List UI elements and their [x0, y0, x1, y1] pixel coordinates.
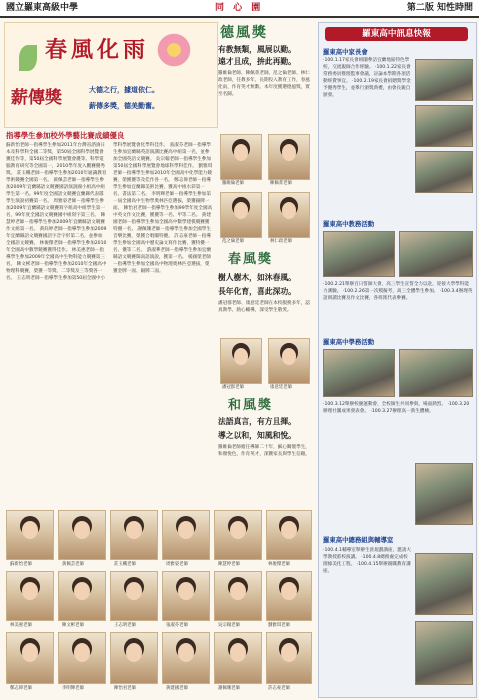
paper-title: 同 心 園	[215, 3, 264, 13]
teacher-caption: 陳慧婷老師	[218, 562, 240, 567]
news-photo	[399, 231, 473, 277]
spring-body: 潘冠群老師、康意廷老師在本校服務多年，認真教學，熱心輔導，深受學生敬愛。	[218, 301, 310, 313]
harmony-body: 羅維倫老師擔任導師二十年，細心關懷學生，和顏悅色，作育英才，深獲家長與學生信賴。	[218, 445, 310, 457]
teacher-caption: 黃建國老師	[166, 686, 188, 691]
teacher-caption: 莊玉楓老師	[114, 562, 136, 567]
award-slogan-2: 薪傳多獎，德美勤奮。	[89, 102, 159, 110]
teacher-caption: 謝佩珊老師	[218, 686, 240, 691]
teacher-photo	[266, 571, 312, 621]
teacher-photo	[220, 192, 262, 238]
teacher-caption: 康意廷老師	[270, 385, 292, 390]
teacher-caption: 林仁政老師	[270, 239, 292, 244]
teacher-photo	[110, 571, 158, 621]
teacher-photo	[220, 134, 262, 180]
teacher-caption: 吳宗翰老師	[218, 623, 240, 628]
flower-icon	[155, 31, 193, 69]
spring-slogan-1: 樹人樹木，如沐春風。	[218, 273, 296, 282]
teacher-photo	[110, 632, 158, 684]
news-section-parents: 羅東高中家長會	[323, 48, 368, 56]
news-photo	[415, 463, 473, 525]
award-title: 春風化雨	[45, 38, 150, 63]
teacher-photo	[266, 632, 312, 684]
teacher-caption: 張淑芬老師	[166, 623, 188, 628]
teacher-photo	[162, 510, 210, 560]
teacher-photo	[6, 510, 54, 560]
news-photo	[399, 349, 473, 397]
virtue-body: 羅維倫老師、陳佩菁老師、范之倫老師、林仁政老師，任教多年，長期投入教育工作，春風化雨，作育英才無數。本年度獲選德風獎，實至名歸。	[218, 71, 310, 97]
teacher-photo	[268, 338, 310, 384]
news-photo	[415, 553, 473, 615]
spring-title: 春風獎	[228, 252, 274, 267]
news-photo	[415, 59, 473, 101]
award-subtitle: 薪傳獎	[11, 88, 62, 108]
teacher-photo	[214, 632, 262, 684]
news-photo	[415, 621, 473, 685]
teacher-photo	[58, 571, 106, 621]
teacher-photo	[6, 571, 54, 621]
teacher-caption: 周雅姿老師	[166, 562, 188, 567]
teacher-caption: 羅維倫老師	[222, 181, 244, 186]
teacher-caption: 潘冠群老師	[222, 385, 244, 390]
harmony-slogan-1: 法語真言，有方且揮。	[218, 417, 296, 426]
award-body: 蘇新怡老師－指導學生參加2011年台灣省諮詢日本及科學科全國二等獎，第50屆全國科學展覽會獲佳作等，第50屆全國科學展覽會優等。科學電腦教育研究等全國第一，2010學年度入觀賽優秀獎。 莊玉楓老師－指導學生參加2010年通識教育學術競賽全國第一名。 黃佩芸老師－指導學生參加2009年宜蘭縣語文競賽國語演說國小組高中組學生第一名。99年度全國語文競賽宜蘭縣代表隊學生演說初賽第一名。 周雅姿老師－指導學生參加2009年宜蘭縣語文競賽寫字組高中組學生第一名，99年度全國語文競賽國中組寫字第三名。 陳慧婷老師－指導學生參加2009年宜蘭縣語文競賽作文組第一名。 黃鈺婷老師－指導學生參加2009年宜蘭縣語文競賽國語字音字形第二名，並參加全國語文競賽。 林俊傑老師－指導學生參加2010年全國高中數學競賽獲得佳作。 林美惠老師－指導學生參加2009年全國高中生物科能力競賽第三名。 陳文彬老師－指導學生參加2010年全國高中物理科競賽，榮獲一等獎、二等獎及三等獎各一名。 王志明老師－指導學生參加第50屆全國中小學科學展覽會化學科佳作。 張淑芬老師－指導學生參加宜蘭縣英語演講比賽高中組第一名，並參加全國英語文競賽。 吳宗翰老師－指導學生參加第50屆全國科學展覽會地球科學科佳作。 劉雅琪老師－指導學生參加2010年全國高中化學能力競賽，榮獲優等及佳作各一名。 鄭志偉老師－指導學生參加宜蘭縣美術比賽，獲高中組水彩第一名、書法第二名。 李明輝老師－指導學生參加第一屆全國高中生物學奧林匹亞選拔，榮獲銀牌一面。 陳怡君老師－指導學生參加99學年度全國高中英文作文比賽，獲優等一名、甲等二名。 黃建國老師－指導學生參加全國高中數學建模競賽獲特優一名。 謝佩珊老師－指導學生參加全國學生音樂比賽，榮獲合唱團特優。 許志豪老師－指導學生參加全國高中歷史論文寫作比賽，獲特優一名、優等二名。 游淑華老師－指導學生參加宜蘭縣語文競賽閩南語演說，獲第一名。 楊國榮老師－指導學生參加全國高中物理奧林匹亞選拔，榮獲金牌一面、銀牌二面。	[6, 143, 213, 281]
news-photo	[323, 349, 395, 397]
news-items-general: ‧100.4.1輔導室舉辦生涯規劃講座，邀請大學教授蒞校演講。 ‧100.4.8總務處完成校園綠美化工程。 ‧100.4.15舉辦親職教育講座。	[323, 548, 411, 574]
news-column	[318, 22, 477, 698]
news-items-parents: ‧100.1.17家長會組團參訪宜蘭地區特色學校，交流親師合作經驗。 ‧100.1.22家長會常務委員暨理監事會議，討論本學期各項活動經費事宜。 ‧100.2.19家長會捐贈獎學金予優秀學生，並舉行頒獎典禮，由會長親自頒發。	[323, 58, 411, 98]
spring-slogan-2: 長年化育，喜此深功。	[218, 287, 296, 296]
teacher-photo	[6, 632, 54, 684]
harmony-title: 和風獎	[228, 398, 274, 413]
teacher-caption: 許志豪老師	[268, 686, 290, 691]
teacher-photo	[214, 571, 262, 621]
teacher-photo	[268, 192, 310, 238]
teacher-caption: 李明輝老師	[62, 686, 84, 691]
teacher-caption: 陳怡君老師	[114, 686, 136, 691]
teacher-photo-grid	[4, 508, 312, 698]
teacher-photo	[268, 134, 310, 180]
teacher-photo	[110, 510, 158, 560]
teacher-caption: 陳文彬老師	[62, 623, 84, 628]
virtue-title: 德風獎	[220, 25, 268, 41]
teacher-caption: 蘇新怡老師	[10, 562, 32, 567]
teacher-caption: 劉雅琪老師	[268, 623, 290, 628]
virtue-award	[218, 22, 314, 502]
harmony-slogan-2: 導之以和，知風和悅。	[218, 431, 296, 440]
news-section-general: 羅東高中總務組與輔導室	[323, 536, 394, 544]
teacher-photo	[162, 632, 210, 684]
school-name: 國立羅東高級中學	[6, 3, 79, 13]
award-section-title: 指導學生參加校外學藝比賽成績優良	[6, 131, 125, 140]
news-photo	[415, 151, 473, 193]
news-items-student: ‧100.3.12舉辦校慶運動會，全校師生共同參與，場面熱烈。 ‧100.3.20辦理社團成果發表會。 ‧100.3.27辦理高一新生體檢。	[323, 402, 470, 414]
teacher-caption: 范之倫老師	[222, 239, 244, 244]
news-photo	[415, 105, 473, 147]
teacher-photo	[162, 571, 210, 621]
virtue-slogan-1: 有教無類，風展以勤。	[218, 45, 296, 54]
award-banner	[4, 22, 218, 128]
teacher-caption: 林美惠老師	[10, 623, 32, 628]
teacher-caption: 黃佩芸老師	[62, 562, 84, 567]
teacher-photo	[214, 510, 262, 560]
teacher-photo	[58, 632, 106, 684]
page-label: 第二版 知性時間	[406, 3, 473, 13]
award-slogan-1: 大德之行，據道依仁。	[89, 86, 159, 94]
news-section-academic: 羅東高中教務活動	[323, 220, 375, 228]
page-header	[0, 0, 479, 18]
leaf-icon	[19, 45, 37, 71]
virtue-slogan-2: 遠才且成，拚此再勤。	[218, 57, 296, 66]
teacher-caption: 鄭志偉老師	[10, 686, 32, 691]
teacher-photo	[220, 338, 262, 384]
news-items-academic: ‧100.2.21舉辦百日誓師大會，高三學生宣誓全力以赴，迎接大學學科能力測驗。 ‧100.2.26第一次模擬考，高三全體學生參加。 ‧100.3.4辦理英語朗讀比賽及作文比賽，各班派代表參賽。	[323, 282, 473, 301]
teacher-caption: 陳佩菁老師	[270, 181, 292, 186]
teacher-photo	[58, 510, 106, 560]
teacher-photo	[266, 510, 312, 560]
news-title: 羅東高中訊息快報	[325, 27, 468, 41]
news-photo	[323, 231, 395, 277]
news-section-student: 羅東高中學務活動	[323, 338, 375, 346]
teacher-caption: 王志明老師	[114, 623, 136, 628]
teacher-caption: 林俊傑老師	[268, 562, 290, 567]
